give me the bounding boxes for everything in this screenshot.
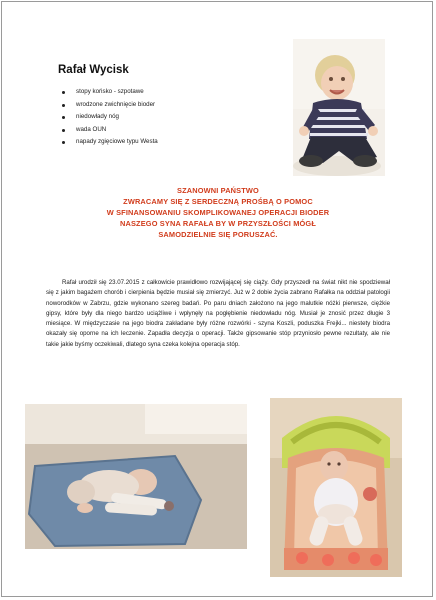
story-paragraph: Rafał urodził się 23.07.2015 z całkowicie prawidłowo rozwijającej się ciąży. Gdy przyszedł na świat nikt nie spodziewał się z jakim bagażem chorób i cierpienia będzie musiał się zmierzyć. Już w 2 dobie życia zabrano Rafałka na oddział patologii noworodków w Zabrzu, gdzie wykonano szereg badań. Po paru dniach założono na jego malutkie nóżki pierwsze, ciężkie gipsy, które były dla niego bardzo uciążliwe i wpłynęły na pogłębienie niedowładu nóg. Musiał je znosić przez długie 3 miesiące. W międzyczasie na jego biodra zakładane były różne rozwórki - szyna Koszli, poduszka Frejki... niestety biodra okazały się oporne na ich leczenie. Zapadła decyzja o operacji. Także gipsowanie stóp przyniosło pewne rezultaty, ale nie takie jakie byśmy oczekiwali, dlatego syna czeka kolejna operacja stóp.	[46, 279, 390, 348]
appeal-line: ZWRACAMY SIĘ Z SERDECZNĄ PROŚBĄ O POMOC	[123, 197, 313, 206]
condition-item	[62, 136, 158, 149]
photo-baby-on-blanket	[25, 404, 247, 549]
condition-text: stopy końsko - szpotawe	[76, 88, 144, 95]
photo-boy-sitting	[293, 39, 385, 176]
conditions-list	[62, 86, 158, 149]
appeal-line: NASZEGO SYNA RAFAŁA BY W PRZYSZŁOŚCI MÓGŁ	[120, 219, 316, 228]
bullet-icon	[62, 129, 65, 132]
appeal-line: SAMODZIELNIE SIĘ PORUSZAĆ.	[158, 230, 278, 239]
bullet-icon	[62, 104, 65, 107]
bullet-icon	[62, 91, 65, 94]
photo-baby-in-bouncer	[270, 398, 402, 577]
person-name: Rafał Wycisk	[58, 64, 129, 76]
condition-text: napady zgięciowe typu Westa	[76, 138, 158, 146]
appeal-line: W SFINANSOWANIU SKOMPLIKOWANEJ OPERACJI BIODER	[106, 208, 330, 217]
condition-item	[62, 111, 158, 124]
condition-item	[62, 99, 158, 112]
condition-text: wada OUN	[76, 125, 107, 133]
condition-text: wrodzone zwichnięcie bioder	[76, 100, 156, 108]
appeal-line: SZANOWNI PAŃSTWO	[177, 186, 259, 195]
condition-item	[62, 86, 158, 99]
bullet-icon	[62, 141, 65, 144]
condition-item	[62, 124, 158, 137]
condition-text: niedowłady nóg	[76, 113, 120, 121]
appeal-heading	[60, 185, 376, 240]
story-text	[46, 278, 390, 350]
bullet-icon	[62, 116, 65, 119]
